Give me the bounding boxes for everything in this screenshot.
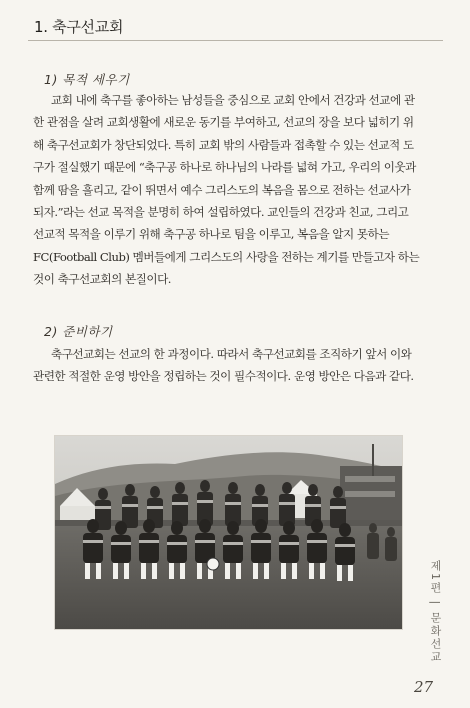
paragraph-line: 해 축구선교회가 창단되었다. 특히 교회 밖의 사람들과 접촉할 수 있는 선교적 도 (33, 137, 414, 152)
section-title: 1. 축구선교회 (34, 18, 124, 36)
paragraph-line: 되자.”라는 선교 목적을 분명히 하여 설립하였다. 교인들의 건강과 친교, 그리고 (33, 205, 409, 220)
paragraph-preparation (33, 343, 443, 388)
title-divider (28, 40, 443, 41)
team-photo (55, 436, 402, 629)
paragraph-line: 선교적 목적을 이루기 위해 축구공 하나로 팀을 이루고, 복음을 알지 못하는 (33, 227, 390, 242)
paragraph-purpose (33, 89, 443, 291)
paragraph-line: 교회 내에 축구를 좋아하는 남성들을 중심으로 교회 안에서 건강과 선교에 관 (51, 93, 415, 107)
subsection-heading-purpose: 1) 목적 세우기 (44, 72, 130, 87)
paragraph-line: 구가 절실했기 때문에 “축구공 하나로 하나님의 나라를 넓혀 가고, 우리의 이웃과 (33, 160, 416, 175)
paragraph-line: 함께 땀을 흘리고, 같이 뛰면서 예수 그리스도의 복음을 몸으로 전하는 선교사가 (33, 182, 411, 197)
paragraph-line: 한 관점을 살려 교회생활에 새로운 동기를 부여하고, 선교의 장을 보다 넓히기 위 (33, 115, 414, 130)
chapter-side-label: 제1편 | 문화선교 (429, 560, 442, 664)
paragraph-line: FC(Football Club) 멤버들에게 그리스도의 사랑을 전하는 계기를 만들고자 하는 (33, 249, 420, 264)
subsection-heading-preparation: 2) 준비하기 (44, 324, 113, 339)
page-number: 27 (414, 678, 434, 696)
paragraph-line: 관련한 적절한 운영 방안을 정립하는 것이 필수적이다. 운영 방안은 다음과 같다. (33, 369, 414, 384)
paragraph-line: 축구선교회는 선교의 한 과정이다. 따라서 축구선교회를 조직하기 앞서 이와 (51, 347, 412, 361)
paragraph-line: 것이 축구선교회의 본질이다. (33, 272, 171, 287)
